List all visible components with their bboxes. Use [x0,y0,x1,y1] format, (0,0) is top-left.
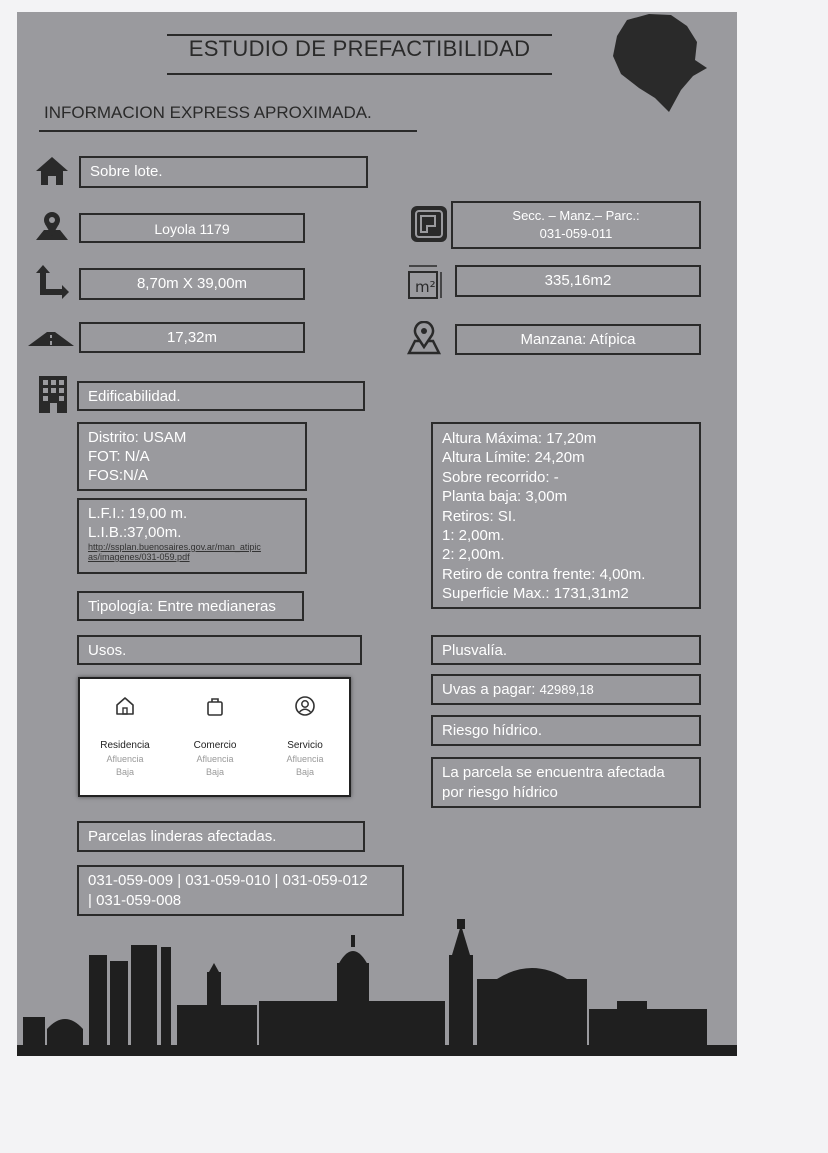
uso-nivel: Baja [295,767,314,777]
location-map-icon [405,321,443,355]
sobre-lote-header: Sobre lote. [79,156,368,188]
linderas-box [77,865,404,916]
fot-line: FOT: N/A [88,448,150,465]
lib-line: L.I.B.:37,00m. [88,524,182,541]
uso-servicio [260,695,350,777]
sobre-recorrido-line: Sobre recorrido: - [442,468,559,486]
riesgo-line2: por riesgo hídrico [442,784,558,801]
document-sheet [17,12,737,1056]
road-width-icon [27,330,75,348]
linderas-header: Parcelas linderas afectadas. [77,821,365,852]
edificabilidad-header: Edificabilidad. [77,381,365,411]
fos-line: FOS:N/A [88,467,149,484]
seccion-field [451,201,701,249]
shopping-bag-icon [204,695,226,717]
riesgo-header: Riesgo hídrico. [431,715,701,746]
uso-afluencia: Afluencia [286,754,324,764]
retiro-1-line: 1: 2,00m. [442,527,505,545]
dimensions-arrow-icon [34,263,70,299]
building-icon [37,374,69,414]
uso-name: Servicio [287,740,323,751]
city-map-icon [609,12,713,116]
retiro-2-line: 2: 2,00m. [442,546,505,564]
tipologia-field: Tipología: Entre medianeras [77,591,304,621]
width-field: 17,32m [79,322,305,353]
distrito-line: Distrito: USAM [88,429,187,446]
user-circle-icon [294,695,316,717]
alturas-box [431,422,701,609]
square-meters-icon [405,264,443,300]
altura-maxima-line: Altura Máxima: 17,20m [442,430,597,447]
house-icon [35,156,69,186]
uvas-label: Uvas a pagar: [442,681,536,698]
uso-residencia [80,695,170,777]
uso-comercio [170,695,260,777]
retiro-contrafrente-line: Retiro de contra frente: 4,00m. [442,565,646,583]
manzana-field: Manzana: Atípica [455,324,701,355]
uso-name: Comercio [193,740,237,751]
atipica-link-line1[interactable]: http://ssplan.buenosaires.gov.ar/man_atipic [88,542,261,552]
superficie-max-line: Superficie Max.: 1731,31m2 [442,585,629,603]
address-field: Loyola 1179 [79,213,305,243]
city-skyline-illustration [17,917,737,1056]
altura-limite-line: Altura Límite: 24,20m [442,449,585,467]
linderas-line2: | 031-059-008 [88,892,182,909]
plusvalia-header: Plusvalía. [431,635,701,665]
atipica-link-line2[interactable]: as/imagenes/031-059.pdf [88,552,190,562]
page-title: ESTUDIO DE PREFACTIBILIDAD [188,36,531,61]
lfi-line: L.F.I.: 19,00 m. [88,505,188,522]
riesgo-line1: La parcela se encuentra afectada [442,764,665,781]
linderas-line1: 031-059-009 | 031-059-010 | 031-059-012 [88,872,368,889]
superficie-field: 335,16m2 [455,265,701,297]
uvas-field [431,674,701,705]
map-pin-icon [34,210,70,244]
subtitle-rule [39,130,417,132]
uso-nivel: Baja [115,767,134,777]
title-bottom-rule [167,73,552,75]
home-icon [114,695,136,717]
usos-header: Usos. [77,635,362,665]
dimensions-field: 8,70m X 39,00m [79,268,305,300]
page-subtitle: INFORMACION EXPRESS APROXIMADA. [44,103,372,122]
seccion-label: Secc. – Manz.– Parc.: [512,208,640,223]
seccion-value: 031-059-011 [539,226,613,241]
retiros-line: Retiros: SI. [442,507,517,525]
uso-afluencia: Afluencia [196,754,234,764]
usos-card [78,677,351,797]
m2-icon-text: m² [415,278,436,296]
parcel-icon [409,204,449,244]
planta-baja-line: Planta baja: 3,00m [442,488,568,506]
uvas-value: 42989,18 [539,682,594,697]
uso-nivel: Baja [205,767,224,777]
uso-name: Residencia [100,740,150,751]
uso-afluencia: Afluencia [106,754,144,764]
riesgo-box [431,757,701,808]
distrito-box [77,422,307,491]
lfi-box [77,498,307,574]
